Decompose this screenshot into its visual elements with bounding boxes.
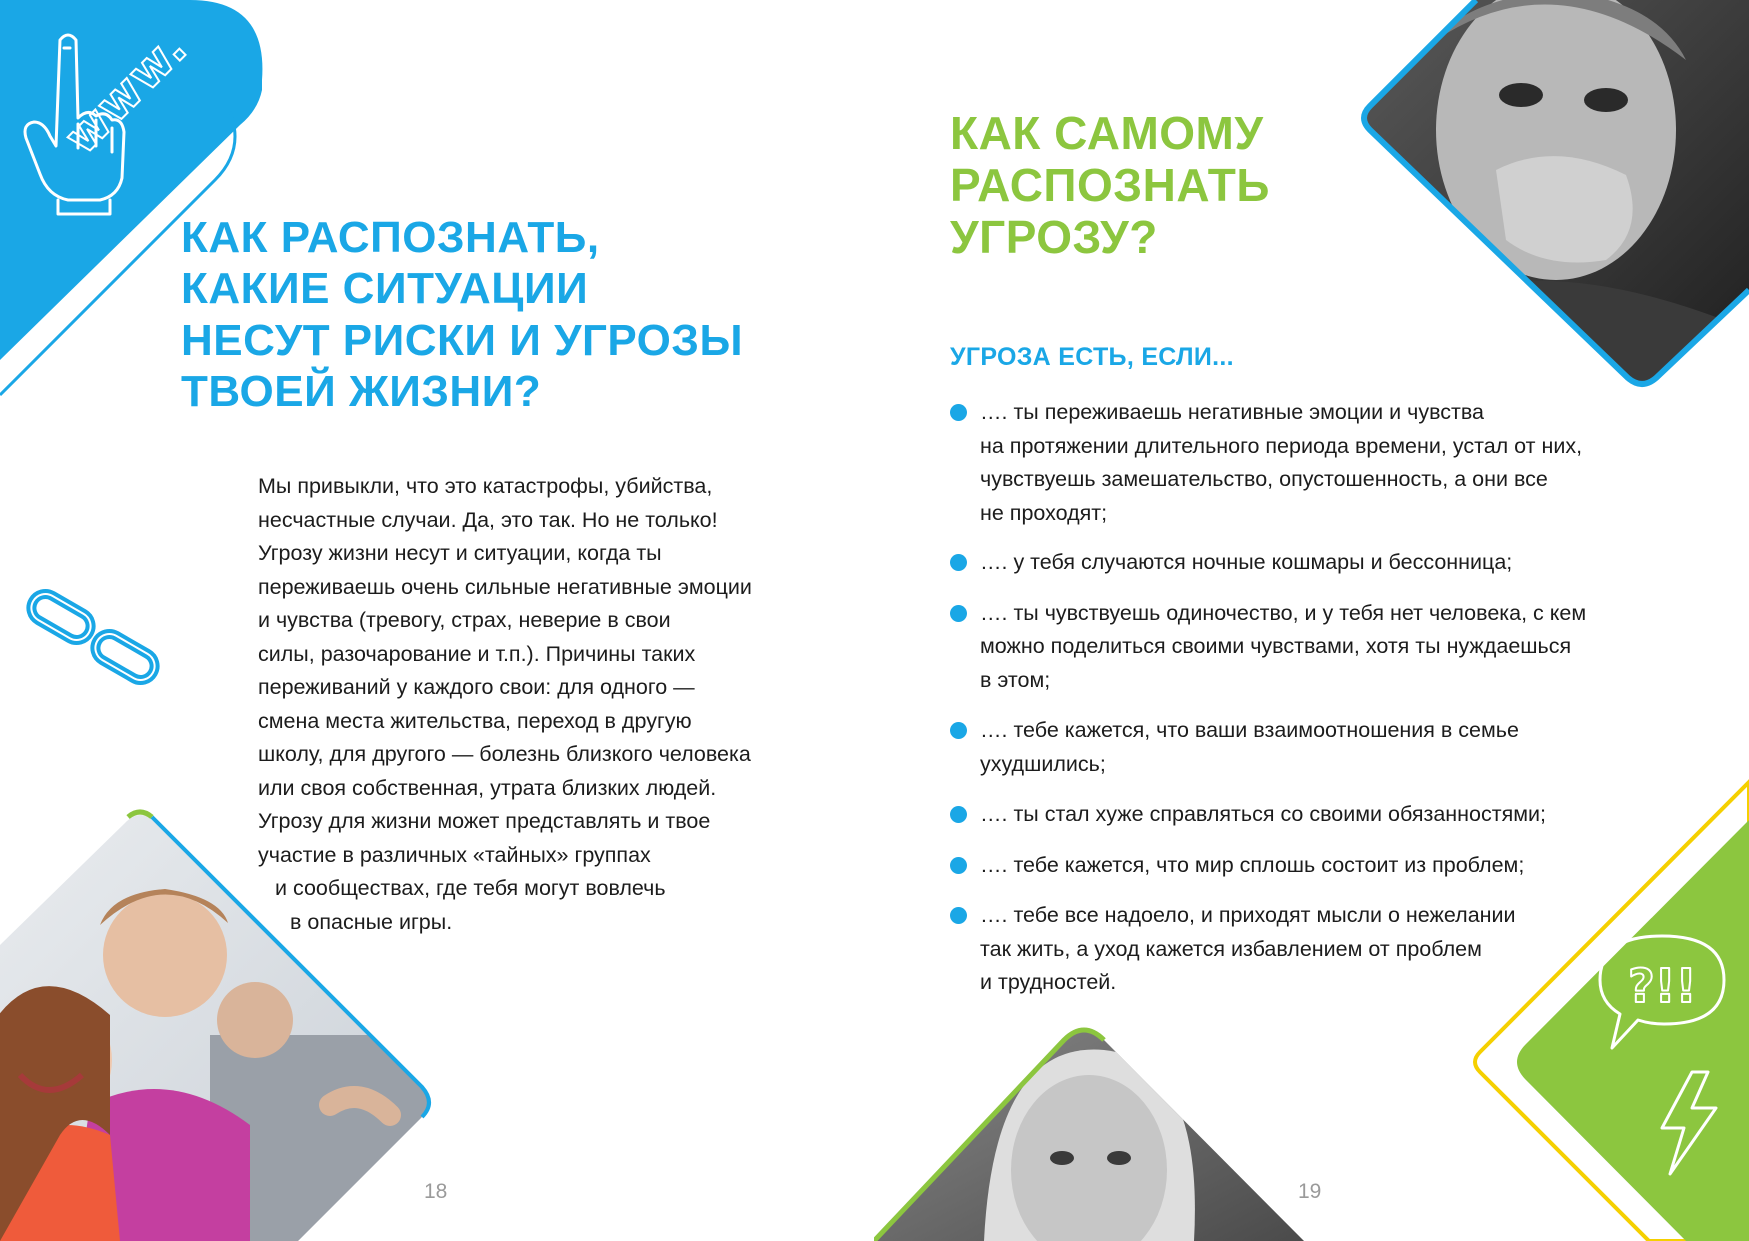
- list-item: [950, 849, 1670, 883]
- left-page-title: [181, 212, 821, 418]
- title-line: РАСПОЗНАТЬ: [950, 158, 1270, 211]
- item-line: ухудшились;: [980, 751, 1106, 776]
- item-line: …. тебе все надоело, и приходят мысли о нежелании: [980, 903, 1516, 927]
- item-line: чувствуешь замешательство, опустошенность, а они все: [980, 467, 1548, 491]
- body-line: смена места жительства, переход в другую: [258, 708, 692, 733]
- title-line: КАК САМОМУ: [950, 107, 1264, 159]
- title-line: УГРОЗУ?: [950, 210, 1158, 263]
- boy-photo: [1356, 0, 1749, 390]
- item-line: и трудностей.: [980, 970, 1117, 994]
- body-line: или своя собственная, утрата близких людей.: [258, 775, 717, 800]
- item-line: …. у тебя случаются ночные кошмары и бессонница;: [980, 550, 1513, 574]
- list-item: [950, 899, 1670, 1000]
- item-line: …. тебе кажется, что ваши взаимоотношения в семье: [980, 718, 1519, 742]
- body-line: в опасные игры.: [290, 909, 453, 934]
- page-number-right: 19: [1298, 1180, 1322, 1203]
- item-line: на протяжении длительного периода времени, устал от них,: [980, 433, 1583, 458]
- bullet-icon: [950, 605, 967, 622]
- bullet-icon: [950, 554, 967, 571]
- bullet-icon: [950, 404, 967, 421]
- item-line: …. тебе кажется, что мир сплошь состоит из проблем;: [980, 852, 1525, 877]
- left-body-text: [258, 470, 818, 939]
- left-page: [0, 0, 874, 1241]
- body-line: переживаешь очень сильные негативные эмоции: [258, 574, 752, 599]
- list-item: [950, 798, 1670, 832]
- body-line: Угрозу жизни несут и ситуации, когда ты: [258, 541, 662, 565]
- right-page-title: [950, 108, 1350, 264]
- chain-link-icon: [18, 582, 168, 702]
- page-number-left: 18: [424, 1180, 448, 1203]
- www-label: www.: [53, 19, 199, 164]
- body-line: Мы привыкли, что это катастрофы, убийства,: [258, 474, 713, 498]
- lightning-icon: [1654, 1068, 1724, 1178]
- body-line: участие в различных «тайных» группах: [258, 842, 651, 867]
- item-line: …. ты стал хуже справляться со своими обязанностями;: [980, 802, 1546, 826]
- list-item: [950, 714, 1670, 781]
- list-item: [950, 597, 1670, 698]
- list-item: [950, 546, 1670, 580]
- title-line: ТВОЕЙ ЖИЗНИ?: [181, 367, 542, 417]
- bullet-icon: [950, 907, 967, 924]
- body-line: силы, разочарование и т.п.). Причины таких: [258, 641, 696, 666]
- right-page-subtitle: УГРОЗА ЕСТЬ, ЕСЛИ...: [950, 343, 1234, 371]
- item-line: так жить, а уход кажется избавлением от проблем: [980, 936, 1482, 961]
- title-line: НЕСУТ РИСКИ И УГРОЗЫ: [181, 315, 744, 365]
- bullet-icon: [950, 857, 967, 874]
- body-line: переживаний у каждого свои: для одного —: [258, 675, 695, 699]
- item-line: не проходят;: [980, 500, 1108, 525]
- body-line: несчастные случаи. Да, это так. Но не только!: [258, 507, 718, 532]
- list-item: [950, 396, 1670, 530]
- item-line: можно поделиться своими чувствами, хотя ты нуждаешься: [980, 634, 1572, 658]
- item-line: …. ты чувствуешь одиночество, и у тебя нет человека, с кем: [980, 600, 1587, 625]
- bullet-icon: [950, 806, 967, 823]
- girl-photo: [874, 1010, 1314, 1241]
- risk-list: [950, 396, 1670, 1000]
- right-page: [874, 0, 1749, 1241]
- title-line: КАКИЕ СИТУАЦИИ: [181, 264, 589, 314]
- item-line: в этом;: [980, 667, 1051, 692]
- body-line: и чувства (тревогу, страх, неверие в свои: [258, 608, 671, 632]
- item-line: …. ты переживаешь негативные эмоции и чувства: [980, 400, 1484, 424]
- title-line: КАК РАСПОЗНАТЬ,: [181, 213, 600, 262]
- body-line: школу, для другого — болезнь близкого человека: [258, 742, 751, 766]
- body-line: и сообществах, где тебя могут вовлечь: [275, 876, 666, 900]
- bullet-icon: [950, 722, 967, 739]
- body-line: Угрозу для жизни может представлять и твое: [258, 809, 711, 833]
- speech-text: ?!!: [1628, 959, 1697, 1013]
